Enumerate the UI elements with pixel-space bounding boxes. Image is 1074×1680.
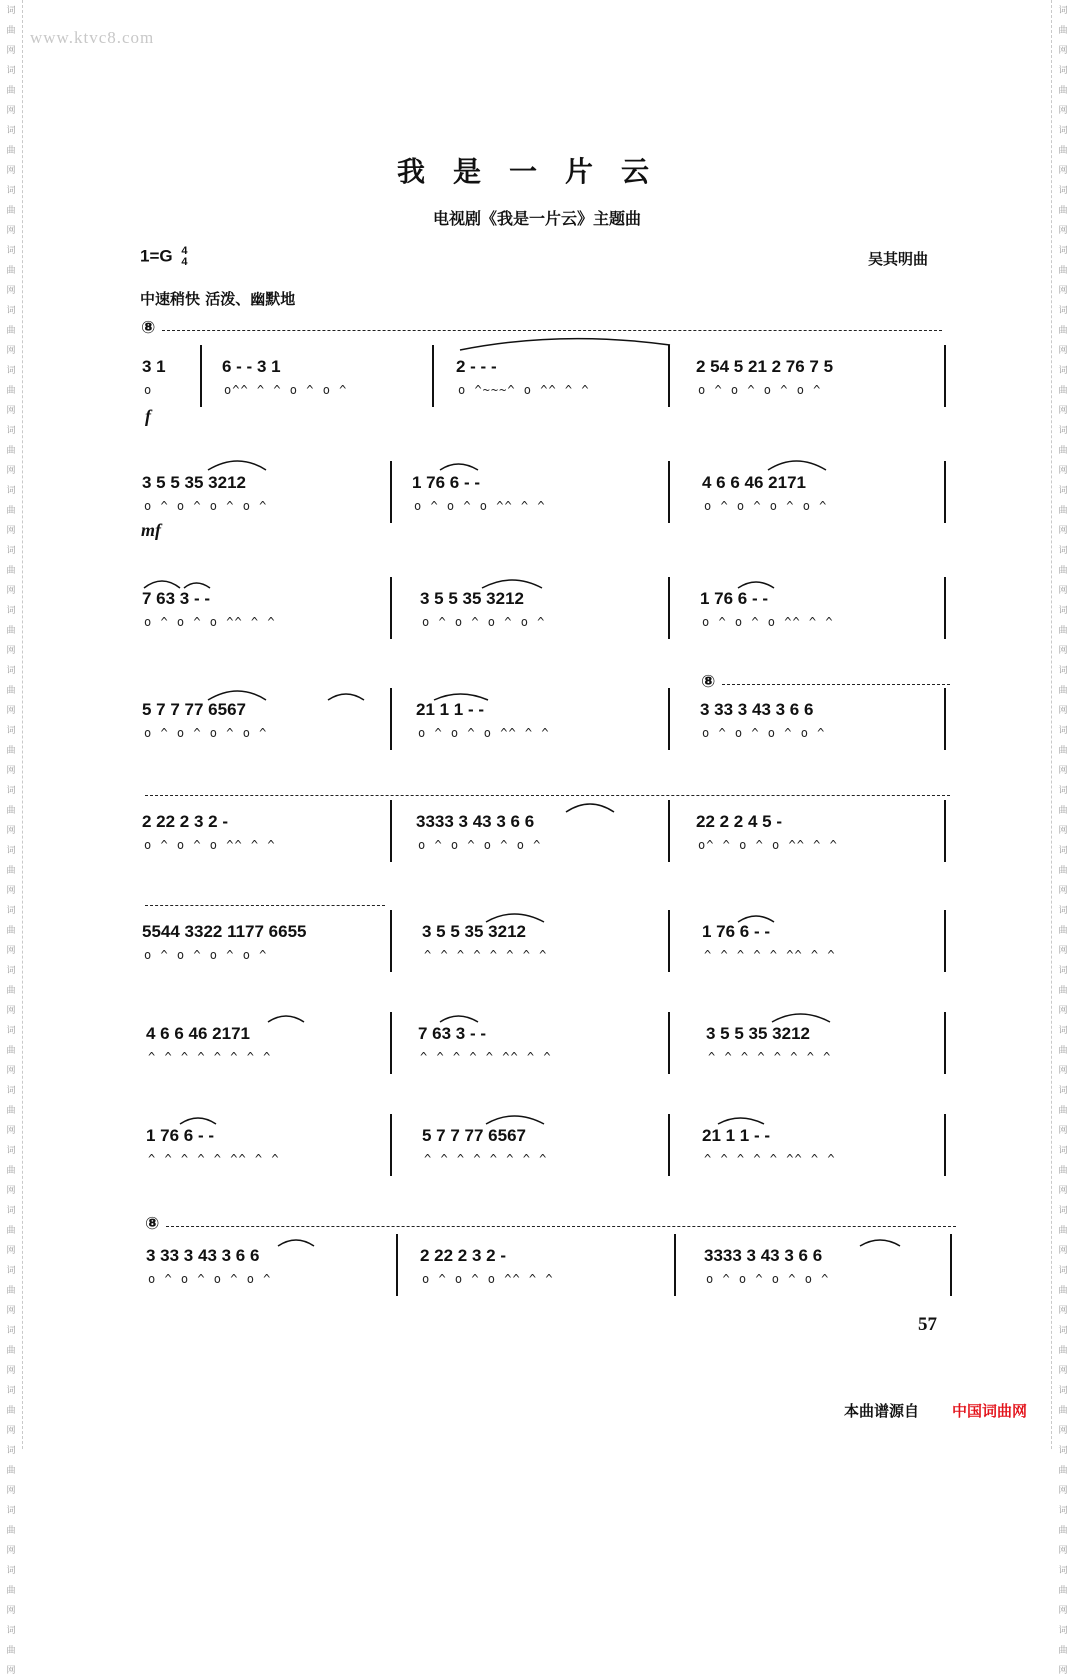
ottava-mark: ⑧ [701,672,716,692]
measure-accompaniment: o ^ o ^ o ^^ ^ ^ [414,499,546,513]
side-strip-char: 网 [6,646,16,656]
measure-notes: 2 54 5 21 2 76 7 5 [696,357,834,376]
side-strip-char: 网 [6,1366,16,1376]
side-strip-char: 曲 [6,86,16,96]
side-strip-char: 曲 [1058,386,1068,396]
side-strip-char: 词 [6,906,16,916]
slur [768,461,826,470]
side-strip-char: 词 [1058,1446,1068,1456]
side-strip-char: 网 [1058,1246,1068,1256]
ottava-mark: ⑧ [141,318,156,338]
slur [718,1118,764,1124]
side-strip-char: 网 [6,166,16,176]
side-strip-char: 词 [1058,1086,1068,1096]
slur [144,581,180,588]
side-strip-char: 词 [6,186,16,196]
side-strip-char: 网 [6,286,16,296]
side-strip-char: 词 [6,6,16,16]
side-strip-char: 网 [6,46,16,56]
side-strip-char: 网 [6,1306,16,1316]
slur [566,804,614,812]
measure-notes: 1 76 6 - - [146,1126,215,1145]
slur [208,691,266,700]
measure-notes: 4 6 6 46 2171 [702,473,806,492]
measure-accompaniment: o ^ o ^ o ^ o ^ [698,383,822,397]
measure-accompaniment: ^ ^ ^ ^ ^ ^ ^ ^ [424,1152,548,1166]
side-strip-char: 曲 [6,1586,16,1596]
slur [460,339,670,350]
side-strip-char: 词 [6,1026,16,1036]
measure-notes: 5 7 7 77 6567 [142,700,246,719]
side-strip-char: 网 [6,226,16,236]
footer-site-link[interactable]: 中国词曲网 [952,1402,1028,1420]
side-strip-char: 词 [1058,966,1068,976]
side-strip-char: 曲 [6,566,16,576]
slur [184,583,210,588]
side-strip-char: 网 [1058,1606,1068,1616]
measure-notes: 1 76 6 - - [700,589,769,608]
side-strip-char: 网 [6,886,16,896]
side-strip-char: 网 [1058,646,1068,656]
measure-accompaniment: o^^ ^ ^ o ^ o ^ [224,383,348,397]
measure-notes: 3 5 5 35 3212 [422,922,526,941]
side-strip-char: 曲 [6,1286,16,1296]
side-strip-char: 词 [6,1206,16,1216]
side-strip-char: 曲 [6,1646,16,1656]
side-strip-char: 词 [6,126,16,136]
measure-notes: 3 1 [142,357,166,376]
side-strip-char: 曲 [1058,1586,1068,1596]
side-strip-char: 曲 [1058,1166,1068,1176]
dynamic-forte: f [145,406,151,426]
side-strip-char: 网 [1058,766,1068,776]
side-strip-char: 曲 [1058,206,1068,216]
side-strip-char: 词 [6,1506,16,1516]
side-strip-char: 词 [1058,606,1068,616]
side-strip-char: 网 [6,826,16,836]
side-strip-char: 词 [1058,246,1068,256]
measure-accompaniment: o ^ o ^ o ^ o ^ [144,948,268,962]
side-strip-char: 网 [1058,946,1068,956]
side-strip-char: 网 [6,1606,16,1616]
measure-notes: 21 1 1 - - [702,1126,771,1145]
side-strip-char: 网 [1058,1366,1068,1376]
side-strip-char: 词 [1058,1566,1068,1576]
measure-notes: 2 - - - [456,357,497,376]
measure-notes: 7 63 3 - - [418,1024,487,1043]
measure-accompaniment: o ^ o ^ o ^^ ^ ^ [422,1272,554,1286]
slur [278,1240,314,1246]
measure-notes: 3 33 3 43 3 6 6 [146,1246,260,1265]
side-strip-char: 曲 [1058,1526,1068,1536]
slur [180,1118,216,1124]
side-strip-char: 词 [6,66,16,76]
side-strip-char: 词 [1058,1266,1068,1276]
side-strip-char: 词 [1058,1626,1068,1636]
side-strip-char: 曲 [6,626,16,636]
side-strip-char: 网 [1058,346,1068,356]
side-strip-char: 网 [1058,166,1068,176]
side-strip-char: 网 [1058,106,1068,116]
song-title: 我是一片云 [396,155,677,188]
slur [440,1016,478,1022]
side-strip-char: 网 [6,1546,16,1556]
side-strip-char: 曲 [1058,866,1068,876]
side-strip-char: 词 [6,1446,16,1456]
side-strip-char: 词 [6,246,16,256]
side-strip-char: 网 [6,106,16,116]
side-strip-char: 曲 [1058,626,1068,636]
measure-accompaniment: o ^ o ^ o ^^ ^ ^ [144,838,276,852]
side-strip-char: 网 [1058,1666,1068,1676]
side-strip-char: 曲 [1058,506,1068,516]
side-strip-char: 网 [1058,586,1068,596]
side-strip-char: 曲 [6,206,16,216]
measure-accompaniment: o ^ o ^ o ^ o ^ [148,1272,272,1286]
side-strip-char: 词 [1058,546,1068,556]
side-strip-char: 网 [6,1066,16,1076]
side-strip-char: 曲 [6,386,16,396]
measure-accompaniment: o [144,383,153,397]
measure-accompaniment: o ^ o ^ o ^ o ^ [422,615,546,629]
side-strip-char: 词 [1058,666,1068,676]
side-strip-char: 网 [1058,826,1068,836]
side-strip-char: 曲 [6,1406,16,1416]
side-strip-char: 网 [1058,1186,1068,1196]
side-strip-char: 网 [6,946,16,956]
side-strip-char: 网 [1058,1306,1068,1316]
side-strip-char: 词 [6,966,16,976]
side-strip-char: 网 [1058,1126,1068,1136]
side-strip-char: 词 [6,306,16,316]
measure-accompaniment: o ^ o ^ o ^^ ^ ^ [144,615,276,629]
measure-notes: 21 1 1 - - [416,700,485,719]
measure-accompaniment: o ^~~~^ o ^^ ^ ^ [458,383,590,397]
side-strip-char: 网 [1058,1426,1068,1436]
side-strip-char: 网 [6,406,16,416]
side-strip-char: 曲 [1058,746,1068,756]
side-strip-char: 曲 [6,1166,16,1176]
side-strip-char: 曲 [6,1466,16,1476]
side-strip-char: 网 [1058,1486,1068,1496]
measure-accompaniment: ^ ^ ^ ^ ^ ^ ^ ^ [424,948,548,962]
side-strip-char: 词 [1058,786,1068,796]
side-strip-char: 网 [6,1426,16,1436]
side-strip-char: 词 [1058,6,1068,16]
side-strip-char: 词 [6,1326,16,1336]
key-label: 1=G [140,246,173,266]
side-strip-char: 网 [1058,46,1068,56]
side-strip-char: 词 [6,606,16,616]
slur [860,1240,900,1246]
time-signature-upper: 4 [181,245,188,257]
side-strip-char: 网 [1058,1546,1068,1556]
slur [434,694,488,700]
measure-notes: 3 5 5 35 3212 [420,589,524,608]
slur [208,461,266,470]
side-strip-char: 词 [6,486,16,496]
side-strip-char: 词 [6,1266,16,1276]
side-strip-char: 曲 [6,266,16,276]
side-strip-char: 词 [1058,366,1068,376]
measure-accompaniment: ^ ^ ^ ^ ^ ^^ ^ ^ [148,1152,280,1166]
measure-accompaniment: ^ ^ ^ ^ ^ ^ ^ ^ [708,1050,832,1064]
measure-notes: 3333 3 43 3 6 6 [416,812,535,831]
side-strip-char: 词 [6,666,16,676]
side-strip-char: 曲 [6,446,16,456]
side-strip-char: 曲 [1058,86,1068,96]
side-strip-char: 网 [6,346,16,356]
side-strip-char: 词 [6,1146,16,1156]
side-strip-char: 网 [6,1006,16,1016]
side-strip-char: 词 [1058,1506,1068,1516]
slur [328,694,364,700]
slur [486,914,544,922]
measure-accompaniment: o ^ o ^ o ^ o ^ [144,499,268,513]
side-strip-char: 曲 [6,1046,16,1056]
side-strip-char: 词 [1058,426,1068,436]
composer-credit: 吴其明曲 [868,250,929,268]
side-strip-char: 曲 [1058,1406,1068,1416]
measure-notes: 2 22 2 3 2 - [142,812,229,831]
side-strip-char: 词 [1058,126,1068,136]
measure-notes: 22 2 2 4 5 - [696,812,783,831]
slur [738,916,774,922]
side-strip-char: 词 [1058,906,1068,916]
side-strip-char: 网 [1058,1066,1068,1076]
measure-accompaniment: o ^ o ^ o ^ o ^ [706,1272,830,1286]
measure-accompaniment: ^ ^ ^ ^ ^ ^^ ^ ^ [704,1152,836,1166]
side-strip-char: 网 [6,706,16,716]
footer-source-label: 本曲谱源自 [844,1402,920,1420]
side-strip-char: 词 [6,1566,16,1576]
slur [738,582,774,588]
measure-notes: 3 33 3 43 3 6 6 [700,700,814,719]
measure-notes: 3 5 5 35 3212 [142,473,246,492]
side-strip-char: 曲 [1058,1646,1068,1656]
side-strip-char: 词 [6,726,16,736]
side-strip-char: 曲 [6,1106,16,1116]
side-strip-char: 曲 [6,326,16,336]
side-strip-char: 词 [6,1386,16,1396]
side-strip-char: 词 [1058,1026,1068,1036]
side-strip-char: 曲 [6,1226,16,1236]
side-strip-char: 曲 [1058,26,1068,36]
time-signature-lower: 4 [181,256,188,268]
side-strip-char: 曲 [1058,446,1068,456]
side-strip-char: 网 [6,586,16,596]
measure-accompaniment: o ^ o ^ o ^ o ^ [702,726,826,740]
side-strip-char: 曲 [1058,326,1068,336]
side-strip-char: 曲 [1058,1106,1068,1116]
side-strip-char: 曲 [1058,1286,1068,1296]
side-strip-char: 网 [6,1486,16,1496]
side-strip-char: 词 [1058,726,1068,736]
side-strip-char: 网 [6,466,16,476]
measure-notes: 6 - - 3 1 [222,357,281,376]
slur [482,580,542,588]
side-strip-char: 网 [1058,226,1068,236]
side-strip-char: 网 [6,1126,16,1136]
slur [772,1014,830,1022]
measure-accompaniment: o ^ o ^ o ^ o ^ [144,726,268,740]
side-strip-char: 词 [1058,486,1068,496]
side-strip-char: 曲 [1058,806,1068,816]
measure-notes: 3 5 5 35 3212 [706,1024,810,1043]
side-strip-char: 词 [6,846,16,856]
measure-accompaniment: o ^ o ^ o ^^ ^ ^ [418,726,550,740]
measure-accompaniment: ^ ^ ^ ^ ^ ^^ ^ ^ [420,1050,552,1064]
side-strip-char: 词 [1058,1386,1068,1396]
measure-accompaniment: ^ ^ ^ ^ ^ ^^ ^ ^ [704,948,836,962]
side-strip-char: 曲 [6,866,16,876]
side-strip-char: 曲 [1058,1346,1068,1356]
side-strip-char: 曲 [6,1526,16,1536]
measure-notes: 2 22 2 3 2 - [420,1246,507,1265]
side-strip-char: 网 [1058,1006,1068,1016]
measure-notes: 5 7 7 77 6567 [422,1126,526,1145]
side-strip-char: 词 [6,426,16,436]
slur [440,464,478,470]
side-strip-char: 词 [1058,186,1068,196]
side-strip-char: 曲 [6,26,16,36]
side-strip-char: 曲 [6,926,16,936]
side-strip-char: 曲 [6,686,16,696]
slur [486,1116,544,1124]
side-strip-char: 网 [1058,886,1068,896]
side-strip-char: 曲 [6,806,16,816]
side-strip-char: 词 [1058,66,1068,76]
site-watermark: www.ktvc8.com [30,28,155,47]
measure-accompaniment: o ^ o ^ o ^ o ^ [704,499,828,513]
dynamic-mezzo-forte: mf [141,520,161,540]
side-strip-char: 网 [1058,526,1068,536]
side-strip-char: 曲 [1058,146,1068,156]
side-strip-char: 曲 [1058,1466,1068,1476]
measure-notes: 3333 3 43 3 6 6 [704,1246,823,1265]
side-strip-char: 网 [6,1666,16,1676]
side-strip-char: 网 [6,526,16,536]
side-strip-char: 词 [1058,306,1068,316]
side-strip-char: 网 [6,766,16,776]
side-strip-char: 曲 [1058,686,1068,696]
side-strip-char: 曲 [1058,566,1068,576]
side-strip-char: 词 [6,1086,16,1096]
tempo-marking: 中速稍快 活泼、幽默地 [140,290,296,308]
measure-notes: 4 6 6 46 2171 [146,1024,250,1043]
side-strip-char: 网 [6,1246,16,1256]
side-strip-char: 网 [1058,706,1068,716]
measure-notes: 1 76 6 - - [702,922,771,941]
page-number: 57 [918,1314,937,1335]
measure-notes: 5544 3322 1177 6655 [142,922,307,941]
side-strip-char: 曲 [6,506,16,516]
side-strip-char: 曲 [1058,986,1068,996]
measure-accompaniment: o ^ o ^ o ^^ ^ ^ [702,615,834,629]
side-strip-char: 网 [1058,466,1068,476]
side-strip-char: 网 [6,1186,16,1196]
side-strip-char: 词 [6,1626,16,1636]
side-strip-char: 词 [1058,1146,1068,1156]
measure-accompaniment: ^ ^ ^ ^ ^ ^ ^ ^ [148,1050,272,1064]
side-strip-char: 曲 [6,986,16,996]
side-strip-char: 曲 [1058,1046,1068,1056]
song-subtitle: 电视剧《我是一片云》主题曲 [432,209,641,228]
side-strip-char: 词 [1058,1326,1068,1336]
side-strip-char: 词 [1058,846,1068,856]
slur [268,1016,304,1022]
measure-accompaniment: o ^ o ^ o ^ o ^ [418,838,542,852]
measure-accompaniment: o^ ^ o ^ o ^^ ^ ^ [698,838,838,852]
side-strip-char: 词 [6,546,16,556]
side-strip-char: 网 [1058,286,1068,296]
ottava-mark: ⑧ [145,1214,160,1234]
side-strip-char: 曲 [6,1346,16,1356]
side-strip-char: 词 [6,786,16,796]
side-strip-char: 曲 [1058,266,1068,276]
side-strip-char: 网 [1058,406,1068,416]
side-strip-char: 曲 [6,146,16,156]
measure-notes: 1 76 6 - - [412,473,481,492]
side-strip-char: 词 [6,366,16,376]
side-strip-char: 曲 [1058,926,1068,936]
side-strip-char: 曲 [1058,1226,1068,1236]
side-strip-char: 曲 [6,746,16,756]
side-strip-char: 词 [1058,1206,1068,1216]
measure-notes: 7 63 3 - - [142,589,211,608]
